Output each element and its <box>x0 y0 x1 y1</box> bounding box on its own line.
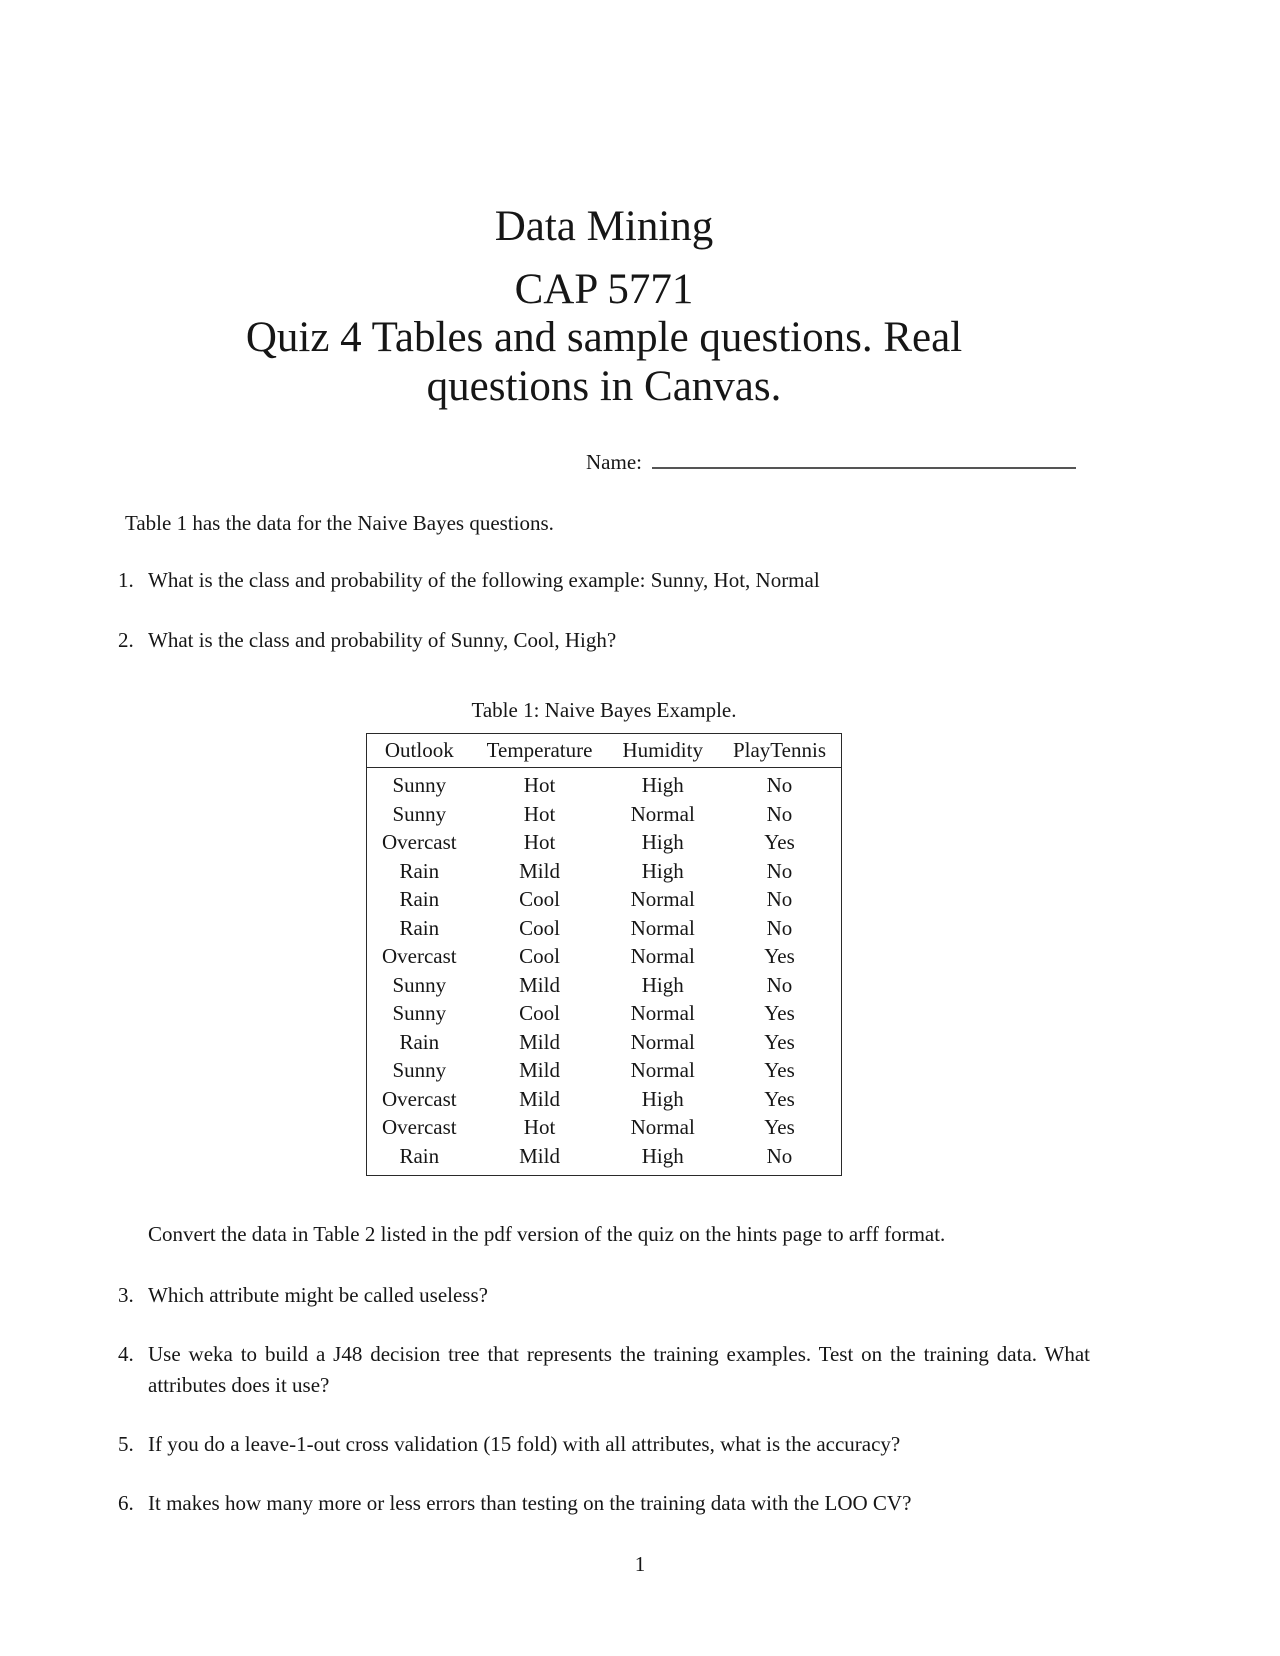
table-cell: No <box>766 972 793 997</box>
table-cell: Yes <box>764 830 795 855</box>
table-cell: Mild <box>519 972 560 997</box>
table-cell: High <box>641 972 684 997</box>
question-item-2 <box>118 625 1090 655</box>
table-cell: Normal <box>630 915 695 940</box>
intro-paragraph: Table 1 has the data for the Naive Bayes questions. <box>125 511 554 536</box>
title-line-1: Data Mining <box>494 203 714 250</box>
name-label: Name: <box>586 450 642 475</box>
table-cell: High <box>641 1086 684 1111</box>
table-cell: Sunny <box>392 1058 447 1083</box>
table-cell: No <box>766 858 793 883</box>
column-header-temperature: Temperature <box>472 734 608 768</box>
table-row <box>367 1028 842 1057</box>
table-cell: Hot <box>523 773 556 798</box>
table-cell: Sunny <box>392 1001 447 1026</box>
question-text: What is the class and probability of Sunny, Cool, High? <box>148 627 617 652</box>
question-text: Which attribute might be called useless? <box>148 1282 488 1307</box>
question-number: 6. <box>118 1491 134 1516</box>
question-number: 1. <box>118 568 134 593</box>
table-cell: Overcast <box>382 1115 457 1140</box>
question-item-4 <box>118 1339 1090 1400</box>
table-cell: No <box>766 801 793 826</box>
table-row <box>367 1056 842 1085</box>
question-text: If you do a leave-1-out cross validation (15 fold) with all attributes, what is the accuracy? <box>148 1432 901 1456</box>
table-cell: No <box>766 887 793 912</box>
table-row <box>367 999 842 1028</box>
table-cell: Sunny <box>392 972 447 997</box>
table-cell: Rain <box>399 915 440 940</box>
table-cell: Cool <box>519 1001 560 1026</box>
table-cell: Normal <box>630 887 695 912</box>
table-cell: Normal <box>630 1029 695 1054</box>
name-blank-line <box>652 446 1076 469</box>
table-cell: Cool <box>519 915 560 940</box>
table-block <box>366 698 842 1176</box>
question-number: 3. <box>118 1282 134 1307</box>
question-item-6 <box>118 1488 1090 1518</box>
title-line-4: questions in Canvas. <box>426 362 782 410</box>
table-cell: No <box>766 915 793 940</box>
table-cell: Hot <box>523 830 556 855</box>
page-number: 1 <box>634 1552 646 1576</box>
table-row <box>367 1142 842 1176</box>
document-title <box>118 204 1090 409</box>
question-number: 4. <box>118 1342 134 1367</box>
question-item-1 <box>118 565 1090 595</box>
title-line-3: Quiz 4 Tables and sample questions. Real <box>245 314 963 362</box>
table-cell: Normal <box>630 1058 695 1083</box>
table-cell: High <box>641 773 684 798</box>
table-cell: Normal <box>630 801 695 826</box>
question-number: 5. <box>118 1432 134 1456</box>
table-cell: No <box>766 1143 793 1168</box>
table-cell: Mild <box>519 1086 560 1111</box>
table-row <box>367 857 842 886</box>
column-header-outlook: Outlook <box>367 734 472 768</box>
question-text: It makes how many more or less errors than testing on the training data with the LOO CV? <box>148 1491 912 1516</box>
column-header-playtennis: PlayTennis <box>718 734 842 768</box>
naive-bayes-table <box>366 733 842 1176</box>
table-cell: Normal <box>630 1001 695 1026</box>
question-text: Use weka to build a J48 decision tree that represents the training examples. Test on the training data. What attributes does it use? <box>148 1342 1090 1397</box>
table-cell: Overcast <box>382 830 457 855</box>
table-cell: Yes <box>764 944 795 969</box>
table-cell: Normal <box>630 944 695 969</box>
table-cell: Sunny <box>392 773 447 798</box>
table-row <box>367 914 842 943</box>
table-cell: Hot <box>523 801 556 826</box>
table-row <box>367 1113 842 1142</box>
question-text: What is the class and probability of the following example: Sunny, Hot, Normal <box>148 568 820 593</box>
table-row <box>367 971 842 1000</box>
table-cell: Rain <box>399 887 440 912</box>
table-cell: Yes <box>764 1001 795 1026</box>
table-cell: Sunny <box>392 801 447 826</box>
question-number: 2. <box>118 627 134 652</box>
table-cell: Yes <box>764 1029 795 1054</box>
table-cell: Hot <box>523 1115 556 1140</box>
table-cell: Yes <box>764 1058 795 1083</box>
table-cell: Yes <box>764 1115 795 1140</box>
question-item-5 <box>118 1429 1090 1459</box>
table-cell: High <box>641 830 684 855</box>
table-cell: High <box>641 1143 684 1168</box>
table-cell: Normal <box>630 1115 695 1140</box>
table-row <box>367 942 842 971</box>
table-cell: Mild <box>519 858 560 883</box>
table-header-row <box>367 734 842 768</box>
table-cell: Overcast <box>382 944 457 969</box>
table-cell: No <box>766 773 793 798</box>
table-cell: Mild <box>519 1143 560 1168</box>
table-header <box>367 734 842 768</box>
table-cell: Mild <box>519 1029 560 1054</box>
table-row <box>367 1085 842 1114</box>
table-cell: Rain <box>399 858 440 883</box>
table-cell: Cool <box>519 887 560 912</box>
table-cell: High <box>641 858 684 883</box>
table-row <box>367 885 842 914</box>
table-cell: Mild <box>519 1058 560 1083</box>
table-cell: Overcast <box>382 1086 457 1111</box>
convert-paragraph: Convert the data in Table 2 listed in the pdf version of the quiz on the hints page to arff format. <box>148 1222 946 1247</box>
title-line-2: CAP 5771 <box>514 265 694 313</box>
table-caption: Table 1: Naive Bayes Example. <box>471 698 737 723</box>
table-cell: Rain <box>399 1029 440 1054</box>
table-row <box>367 800 842 829</box>
table-body <box>367 768 842 1176</box>
table-cell: Cool <box>519 944 560 969</box>
column-header-humidity: Humidity <box>607 734 718 768</box>
table-cell: Yes <box>764 1086 795 1111</box>
name-row <box>586 446 1090 475</box>
table-row <box>367 828 842 857</box>
question-item-3 <box>118 1280 1090 1310</box>
table-cell: Rain <box>399 1143 440 1168</box>
table-row <box>367 768 842 800</box>
